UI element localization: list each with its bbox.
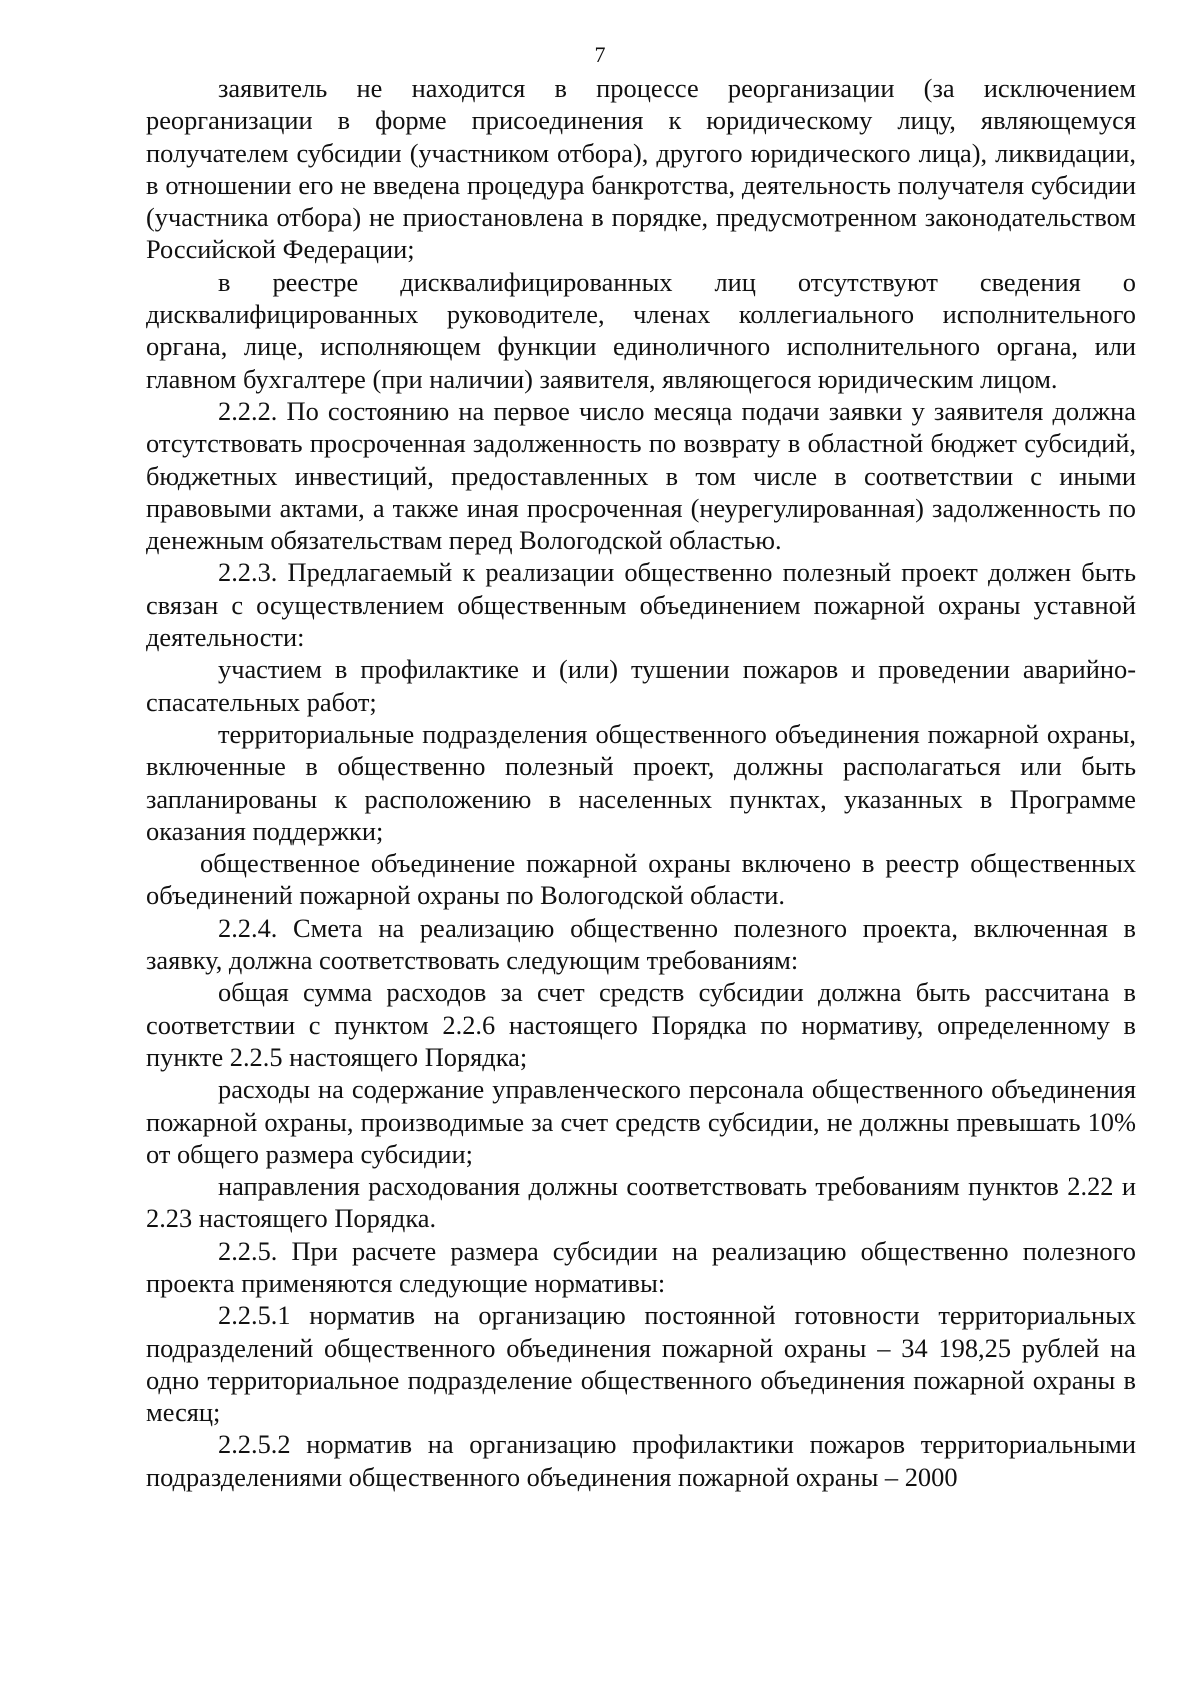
paragraph-territorial-units: территориальные подразделения общественного объединения пожарной охраны, включенные в общественно полезный проект, должны располагаться или быть запланированы к расположению в населенных пунктах, указанных в Программе оказания поддержки; [146,718,1136,846]
paragraph-management-expenses: расходы на содержание управленческого персонала общественного объединения пожарной охраны, производимые за счет средств субсидии, не должны превышать 10% от общего размера субсидии; [146,1074,1136,1169]
paragraph-2-2-2: 2.2.2. По состоянию на первое число месяца подачи заявки у заявителя должна отсутствовать просроченная задолженность по возврату в областной бюджет субсидий, бюджетных инвестиций, предоставленных в том числе в соответствии с иными правовыми актами, а также иная просроченная (неурегулированная) задолженность по денежным обязательствам перед Вологодской областью. [146,395,1136,556]
page-number: 7 [594,42,606,67]
paragraph-2-2-3: 2.2.3. Предлагаемый к реализации общественно полезный проект должен быть связан с осуществлением общественным объединением пожарной охраны уставной деятельности: [146,557,1136,653]
paragraph-participation: участием в профилактике и (или) тушении пожаров и проведении аварийно-спасательных работ; [146,654,1136,717]
paragraph-applicant-status: заявитель не находится в процессе реорганизации (за исключением реорганизации в форме присоединения к юридическому лицу, являющемуся получателем субсидии (участником отбора), другого юридического лица), ликвидации, в отношении его не введена процедура банкротства, деятельность получателя субсидии (участника отбора) не приостановлена в порядке, предусмотренном законодательством Российской Федерации; [146,73,1136,265]
paragraph-total-expenses: общая сумма расходов за счет средств субсидии должна быть рассчитана в соответствии с пунктом 2.2.6 настоящего Порядка по нормативу, определенному в пункте 2.2.5 настоящего Порядка; [146,977,1136,1072]
document-body [146,72,1136,1493]
paragraph-spending-directions: направления расходования должны соответствовать требованиям пунктов 2.22 и 2.23 настоящего Порядка. [146,1171,1136,1234]
paragraph-2-2-4: 2.2.4. Смета на реализацию общественно полезного проекта, включенная в заявку, должна соответствовать следующим требованиям: [146,912,1136,976]
paragraph-disqualified-registry: в реестре дисквалифицированных лиц отсутствуют сведения о дисквалифицированных руководителе, членах коллегиального исполнительного органа, лице, исполняющем функции единоличного исполнительного органа, или главном бухгалтере (при наличии) заявителя, являющегося юридическим лицом. [146,266,1136,394]
paragraph-2-2-5-2: 2.2.5.2 норматив на организацию профилактики пожаров территориальными подразделениями общественного объединения пожарной охраны – 2000 [146,1429,1136,1492]
paragraph-2-2-5-1: 2.2.5.1 норматив на организацию постоянной готовности территориальных подразделений общественного объединения пожарной охраны – 34 198,25 рублей на одно территориальное подразделение общественного объединения пожарной охраны в месяц; [146,1300,1136,1428]
paragraph-registry-inclusion: общественное объединение пожарной охраны включено в реестр общественных объединений пожарной охраны по Вологодской области. [146,848,1136,911]
paragraph-2-2-5: 2.2.5. При расчете размера субсидии на реализацию общественно полезного проекта применяются следующие нормативы: [146,1235,1136,1298]
